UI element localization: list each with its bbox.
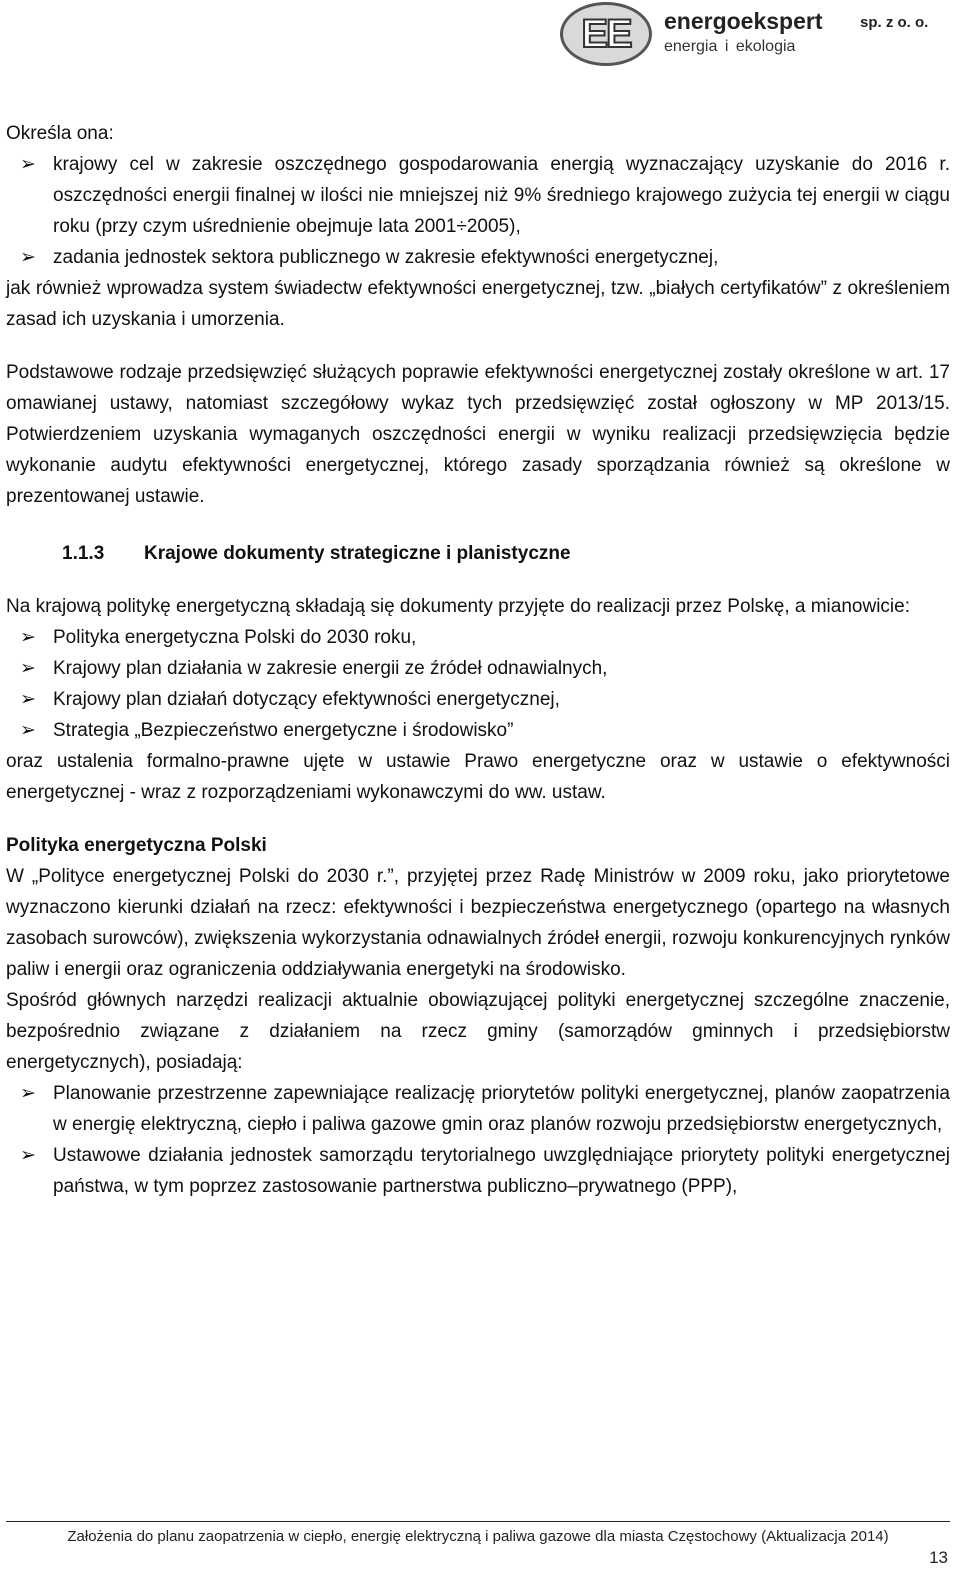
policy-paragraph-1: W „Polityce energetycznej Polski do 2030 r.”, przyjętej przez Radę Ministrów w 2009 roku, jako priorytetowe wyznaczono kierunki działań na rzecz: efektywności i bezpieczeństwa energetycznego (opartego na własnych zasobach surowców), zwiększenia wykorzystania odnawialnych źródeł energii, rozwoju konkurencyjnych rynków paliw i energii oraz ograniczenia oddziaływania energetyki na środowisko. [6, 866, 950, 980]
national-lead: Na krajową politykę energetyczną składają się dokumenty przyjęte do realizacji przez Polskę, a mianowicie: [6, 596, 910, 617]
section-heading [6, 538, 950, 569]
footer-title: Założenia do planu zaopatrzenia w ciepło, energię elektryczną i paliwa gazowe dla miasta Częstochowy (Aktualizacja 2014) [67, 1528, 889, 1545]
section-number: 1.1.3 [62, 543, 105, 564]
footer-divider [6, 1521, 950, 1522]
company-name: energoekspert [664, 8, 823, 34]
paragraph-measures: Podstawowe rodzaje przedsięwzięć służących poprawie efektywności energetycznej zostały określone w art. 17 omawianej ustawy, natomiast szczegółowy wykaz tych przedsięwzięć został ogłoszony w MP 2013/15. Potwierdzeniem uzyskania wymaganych oszczędności energii w wyniku realizacji przedsięwzięcia będzie wykonanie audytu efektywności energetycznej, którego zasady sporządzania również są określone w prezentowanej ustawie. [6, 362, 950, 507]
policy-paragraph-2: Spośród głównych narzędzi realizacji aktualnie obowiązującej polityki energetycznej szczególne znaczenie, bezpośrednio związane z działaniem na rzecz gminy (samorządów gminnych i przedsiębiorstw energetycznych), posiadają: [6, 990, 950, 1073]
intro-bullet-list [6, 149, 950, 273]
document-body [6, 118, 950, 1202]
list-item: ➢ Strategia „Bezpieczeństwo energetyczne i środowisko” [6, 715, 950, 746]
list-item: ➢ Krajowy plan działania w zakresie energii ze źródeł odnawialnych, [6, 653, 950, 684]
intro-lead: Określa ona: [6, 123, 114, 144]
page-number: 13 [929, 1548, 948, 1567]
intro-continuation: jak również wprowadza system świadectw efektywności energetycznej, tzw. „białych certyfikatów” z określeniem zasad ich uzyskania i umorzenia. [6, 278, 950, 330]
policy-heading: Polityka energetyczna Polski [6, 835, 267, 856]
policy-tools-list [6, 1078, 950, 1202]
company-logo [560, 2, 940, 68]
national-continuation: oraz ustalenia formalno-prawne ujęte w ustawie Prawo energetyczne oraz w ustawie o efektywności energetycznej - wraz z rozporządzeniami wykonawczymi do ww. ustaw. [6, 751, 950, 803]
list-item: ➢ Ustawowe działania jednostek samorządu terytorialnego uwzględniające priorytety polityki energetycznej państwa, w tym poprzez zastosowanie partnerstwa publiczno–prywatnego (PPP), [6, 1140, 950, 1202]
company-tagline: energia i ekologia [664, 38, 796, 55]
list-item: ➢ Planowanie przestrzenne zapewniające realizację priorytetów polityki energetycznej, planów zaopatrzenia w energię elektryczną, ciepło i paliwa gazowe gmin oraz planów rozwoju przedsiębiorstw energetycznych, [6, 1078, 950, 1140]
company-suffix: sp. z o. o. [860, 14, 929, 31]
national-documents-list [6, 622, 950, 746]
list-item: ➢ Polityka energetyczna Polski do 2030 roku, [6, 622, 950, 653]
section-title: Krajowe dokumenty strategiczne i planistyczne [144, 543, 571, 564]
logo-mark: EE [581, 12, 631, 56]
list-item: ➢ zadania jednostek sektora publicznego w zakresie efektywności energetycznej, [6, 242, 950, 273]
list-item: ➢ Krajowy plan działań dotyczący efektywności energetycznej, [6, 684, 950, 715]
list-item: ➢ krajowy cel w zakresie oszczędnego gospodarowania energią wyznaczający uzyskanie do 2016 r. oszczędności energii finalnej w ilości nie mniejszej niż 9% średniego krajowego zużycia tej energii w ciągu roku (przy czym uśrednienie obejmuje lata 2001÷2005), [6, 149, 950, 242]
